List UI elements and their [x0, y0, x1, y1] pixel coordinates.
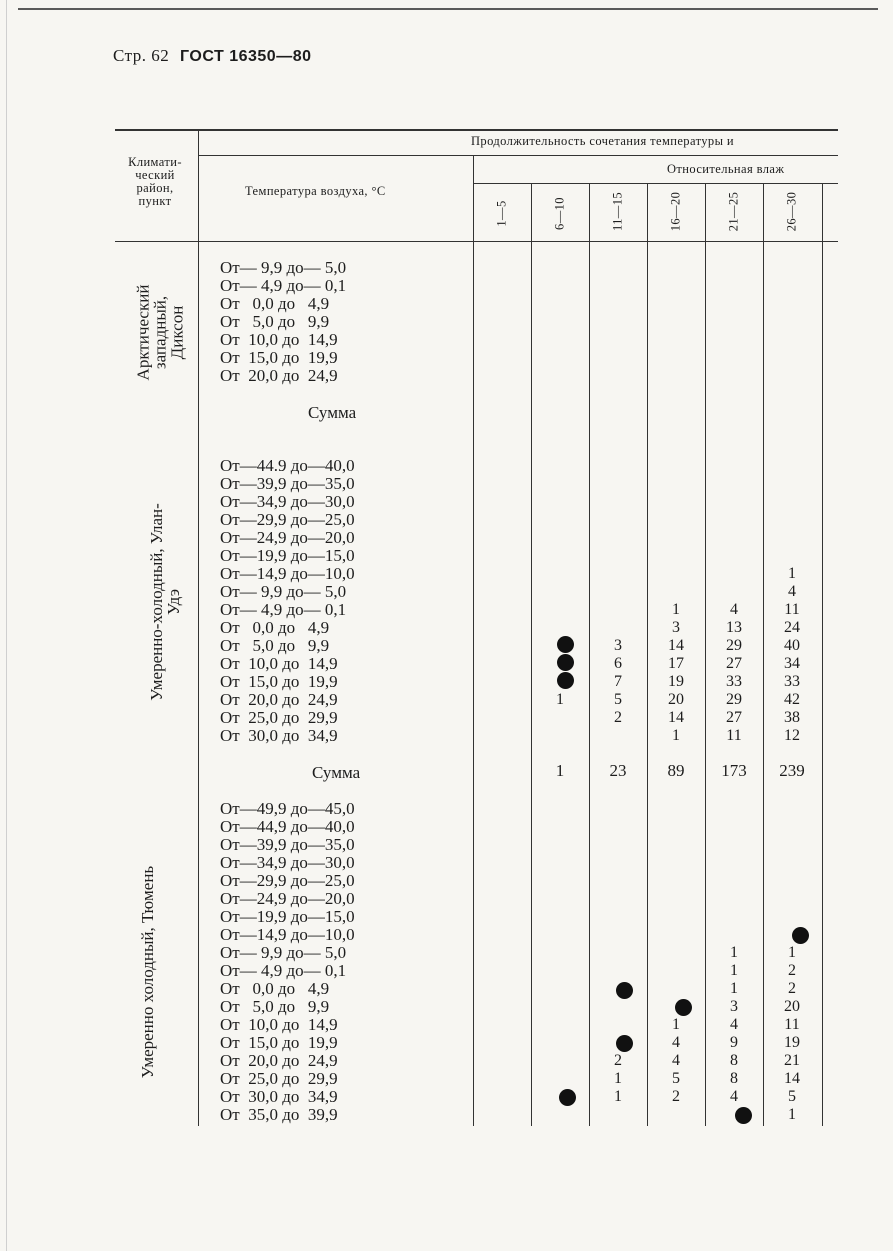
table-cell-value: 5 [672, 1070, 680, 1087]
temperature-range-row: От 30,0 до 34,9 [220, 726, 338, 745]
temperature-range-row: От— 4,9 до— 0,1 [220, 961, 347, 980]
table-cell-value: 33 [726, 673, 742, 690]
temperature-range-row: От 0,0 до 4,9 [220, 618, 330, 637]
table-cell-value: 29 [726, 637, 742, 654]
temperature-range-row: От 15,0 до 19,9 [220, 1033, 338, 1052]
temperature-range-row: От—34,9 до—30,0 [220, 492, 355, 511]
temperature-range-row: От—39,9 до—35,0 [220, 835, 355, 854]
temperature-range-row: От—44,9 до—40,0 [220, 817, 355, 836]
humidity-rule [473, 183, 838, 184]
temperature-range-row: От—29,9 до—25,0 [220, 871, 355, 890]
temperature-range-row: От—39,9 до—35,0 [220, 474, 355, 493]
table-cell-value: 9 [730, 1034, 738, 1051]
col-divider-4 [705, 183, 706, 1126]
col-divider-1 [531, 183, 532, 1126]
table-cell-value: 1 [788, 565, 796, 582]
humidity-range-4: 16—20 [668, 191, 683, 232]
humidity-range-2: 6—10 [552, 197, 567, 230]
temperature-range-row: От 25,0 до 29,9 [220, 1069, 338, 1088]
ink-blot [557, 654, 574, 671]
table-cell-value: 7 [614, 673, 622, 690]
temperature-range-row: От—34,9 до—30,0 [220, 853, 355, 872]
sum-value: 89 [667, 761, 685, 780]
table-cell-value: 14 [784, 1070, 800, 1087]
humidity-range-5: 21—25 [726, 191, 741, 232]
table-cell-value: 11 [784, 601, 800, 618]
table-cell-value: 17 [668, 655, 684, 672]
temperature-range-row: От 5,0 до 9,9 [220, 312, 330, 331]
temperature-column-header: Температура воздуха, °С [245, 184, 386, 198]
duration-rule [198, 155, 838, 156]
temperature-range-row: От 30,0 до 34,9 [220, 1087, 338, 1106]
table-cell-value: 1 [614, 1070, 622, 1087]
table-cell-value: 11 [784, 1016, 800, 1033]
standard-number: ГОСТ 16350—80 [180, 48, 312, 65]
table-cell-value: 6 [614, 655, 622, 672]
table-cell-value: 4 [730, 1016, 738, 1033]
table-cell-value: 3 [614, 637, 622, 654]
table-cell-value: 8 [730, 1070, 738, 1087]
col-divider-temp [473, 155, 474, 1126]
region-tyumen: Умеренно холодный, Тюмень [138, 865, 157, 1079]
temperature-range-row: От— 9,9 до— 5,0 [220, 582, 347, 601]
temperature-range-row: От 25,0 до 29,9 [220, 708, 338, 727]
temperature-range-row: От 20,0 до 24,9 [220, 366, 338, 385]
table-cell-value: 42 [784, 691, 800, 708]
table-cell-value: 2 [788, 980, 796, 997]
table-cell-value: 27 [726, 709, 742, 726]
temperature-range-row: От—19,9 до—15,0 [220, 907, 355, 926]
top-rule [18, 8, 878, 10]
table-cell-value: 1 [788, 944, 796, 961]
temperature-range-row: От 10,0 до 14,9 [220, 654, 338, 673]
temperature-range-row: От— 9,9 до— 5,0 [220, 258, 347, 277]
table-cell-value: 1 [788, 1106, 796, 1123]
ink-blot [559, 1089, 576, 1106]
table-cell-value: 12 [784, 727, 800, 744]
temperature-range-row: От—49,9 до—45,0 [220, 799, 355, 818]
page-edge [6, 0, 7, 1251]
table-cell-value: 3 [672, 619, 680, 636]
sum-value: 173 [721, 761, 747, 780]
temperature-range-row: От 0,0 до 4,9 [220, 294, 330, 313]
temperature-range-row: От 15,0 до 19,9 [220, 672, 338, 691]
region-dikson: Арктический западный, Диксон [133, 284, 187, 381]
table-cell-value: 29 [726, 691, 742, 708]
ink-blot [557, 672, 574, 689]
col-divider-5 [763, 183, 764, 1126]
table-cell-value: 27 [726, 655, 742, 672]
temperature-range-row: От—44.9 до—40,0 [220, 456, 355, 475]
sum-value: 239 [779, 761, 805, 780]
table-cell-value: 19 [668, 673, 684, 690]
table-cell-value: 1 [730, 944, 738, 961]
temperature-range-row: От 20,0 до 24,9 [220, 1051, 338, 1070]
table-cell-value: 21 [784, 1052, 800, 1069]
ink-blot [792, 927, 809, 944]
table-cell-value: 19 [784, 1034, 800, 1051]
table-cell-value: 33 [784, 673, 800, 690]
table-cell-value: 1 [556, 691, 564, 708]
temperature-range-row: От 10,0 до 14,9 [220, 1015, 338, 1034]
humidity-range-3: 11—15 [610, 191, 625, 232]
table-cell-value: 2 [614, 709, 622, 726]
table-cell-value: 11 [726, 727, 742, 744]
table-cell-value: 1 [672, 1016, 680, 1033]
temperature-range-row: От— 4,9 до— 0,1 [220, 600, 347, 619]
ink-blot [675, 999, 692, 1016]
table-cell-value: 38 [784, 709, 800, 726]
table-cell-value: 4 [788, 583, 796, 600]
table-cell-value: 5 [614, 691, 622, 708]
table-cell-value: 4 [730, 1088, 738, 1105]
temperature-range-row: От—14,9 до—10,0 [220, 925, 355, 944]
region-ulan-ude: Умеренно-холодный, Улан- Удэ [147, 503, 183, 701]
table-cell-value: 20 [784, 998, 800, 1015]
temperature-range-row: От—24,9 до—20,0 [220, 889, 355, 908]
temperature-range-row: От 5,0 до 9,9 [220, 997, 330, 1016]
table-cell-value: 13 [726, 619, 742, 636]
ink-blot [616, 1035, 633, 1052]
table-cell-value: 40 [784, 637, 800, 654]
temperature-range-row: От 35,0 до 39,9 [220, 1105, 338, 1124]
table-cell-value: 5 [788, 1088, 796, 1105]
table-cell-value: 1 [730, 980, 738, 997]
table-cell-value: 14 [668, 637, 684, 654]
humidity-range-1: 1—5 [494, 200, 509, 227]
sum-label-dikson: Сумма [308, 403, 357, 422]
temperature-range-row: От 5,0 до 9,9 [220, 636, 330, 655]
table-cell-value: 1 [730, 962, 738, 979]
ink-blot [557, 636, 574, 653]
table-cell-value: 34 [784, 655, 800, 672]
temperature-range-row: От 0,0 до 4,9 [220, 979, 330, 998]
header-bottom-rule [115, 241, 838, 242]
table-cell-value: 4 [672, 1034, 680, 1051]
page-number: Стр. 62 [113, 46, 170, 65]
temperature-range-row: От—14,9 до—10,0 [220, 564, 355, 583]
temperature-range-row: От 15,0 до 19,9 [220, 348, 338, 367]
ink-blot [735, 1107, 752, 1124]
table-cell-value: 1 [672, 727, 680, 744]
ink-blot [616, 982, 633, 999]
table-top-rule [115, 129, 838, 131]
region-column-header: Климати- ческий район, пункт [128, 155, 182, 208]
table-cell-value: 4 [730, 601, 738, 618]
sum-value: 23 [609, 761, 627, 780]
humidity-header: Относительная влаж [667, 162, 785, 176]
table-cell-value: 3 [730, 998, 738, 1015]
page-header [113, 46, 311, 66]
table-cell-value: 2 [614, 1052, 622, 1069]
col-divider-2 [589, 183, 590, 1126]
col-divider-3 [647, 183, 648, 1126]
table-cell-value: 2 [672, 1088, 680, 1105]
humidity-range-6: 26—30 [784, 191, 799, 232]
sum-label-ulan-ude: Сумма [312, 763, 361, 782]
table-cell-value: 14 [668, 709, 684, 726]
table-cell-value: 1 [614, 1088, 622, 1105]
sum-value: 1 [555, 761, 565, 780]
table-cell-value: 24 [784, 619, 800, 636]
duration-header: Продолжительность сочетания температуры и [471, 134, 734, 148]
table-cell-value: 2 [788, 962, 796, 979]
temperature-range-row: От— 9,9 до— 5,0 [220, 943, 347, 962]
temperature-range-row: От 20,0 до 24,9 [220, 690, 338, 709]
temperature-range-row: От— 4,9 до— 0,1 [220, 276, 347, 295]
temperature-range-row: От 10,0 до 14,9 [220, 330, 338, 349]
table-cell-value: 20 [668, 691, 684, 708]
temperature-range-row: От—29,9 до—25,0 [220, 510, 355, 529]
col-divider-region [198, 131, 199, 1126]
temperature-range-row: От—24,9 до—20,0 [220, 528, 355, 547]
table-cell-value: 8 [730, 1052, 738, 1069]
temperature-range-row: От—19,9 до—15,0 [220, 546, 355, 565]
table-cell-value: 1 [672, 601, 680, 618]
col-divider-6 [822, 183, 823, 1126]
table-cell-value: 4 [672, 1052, 680, 1069]
